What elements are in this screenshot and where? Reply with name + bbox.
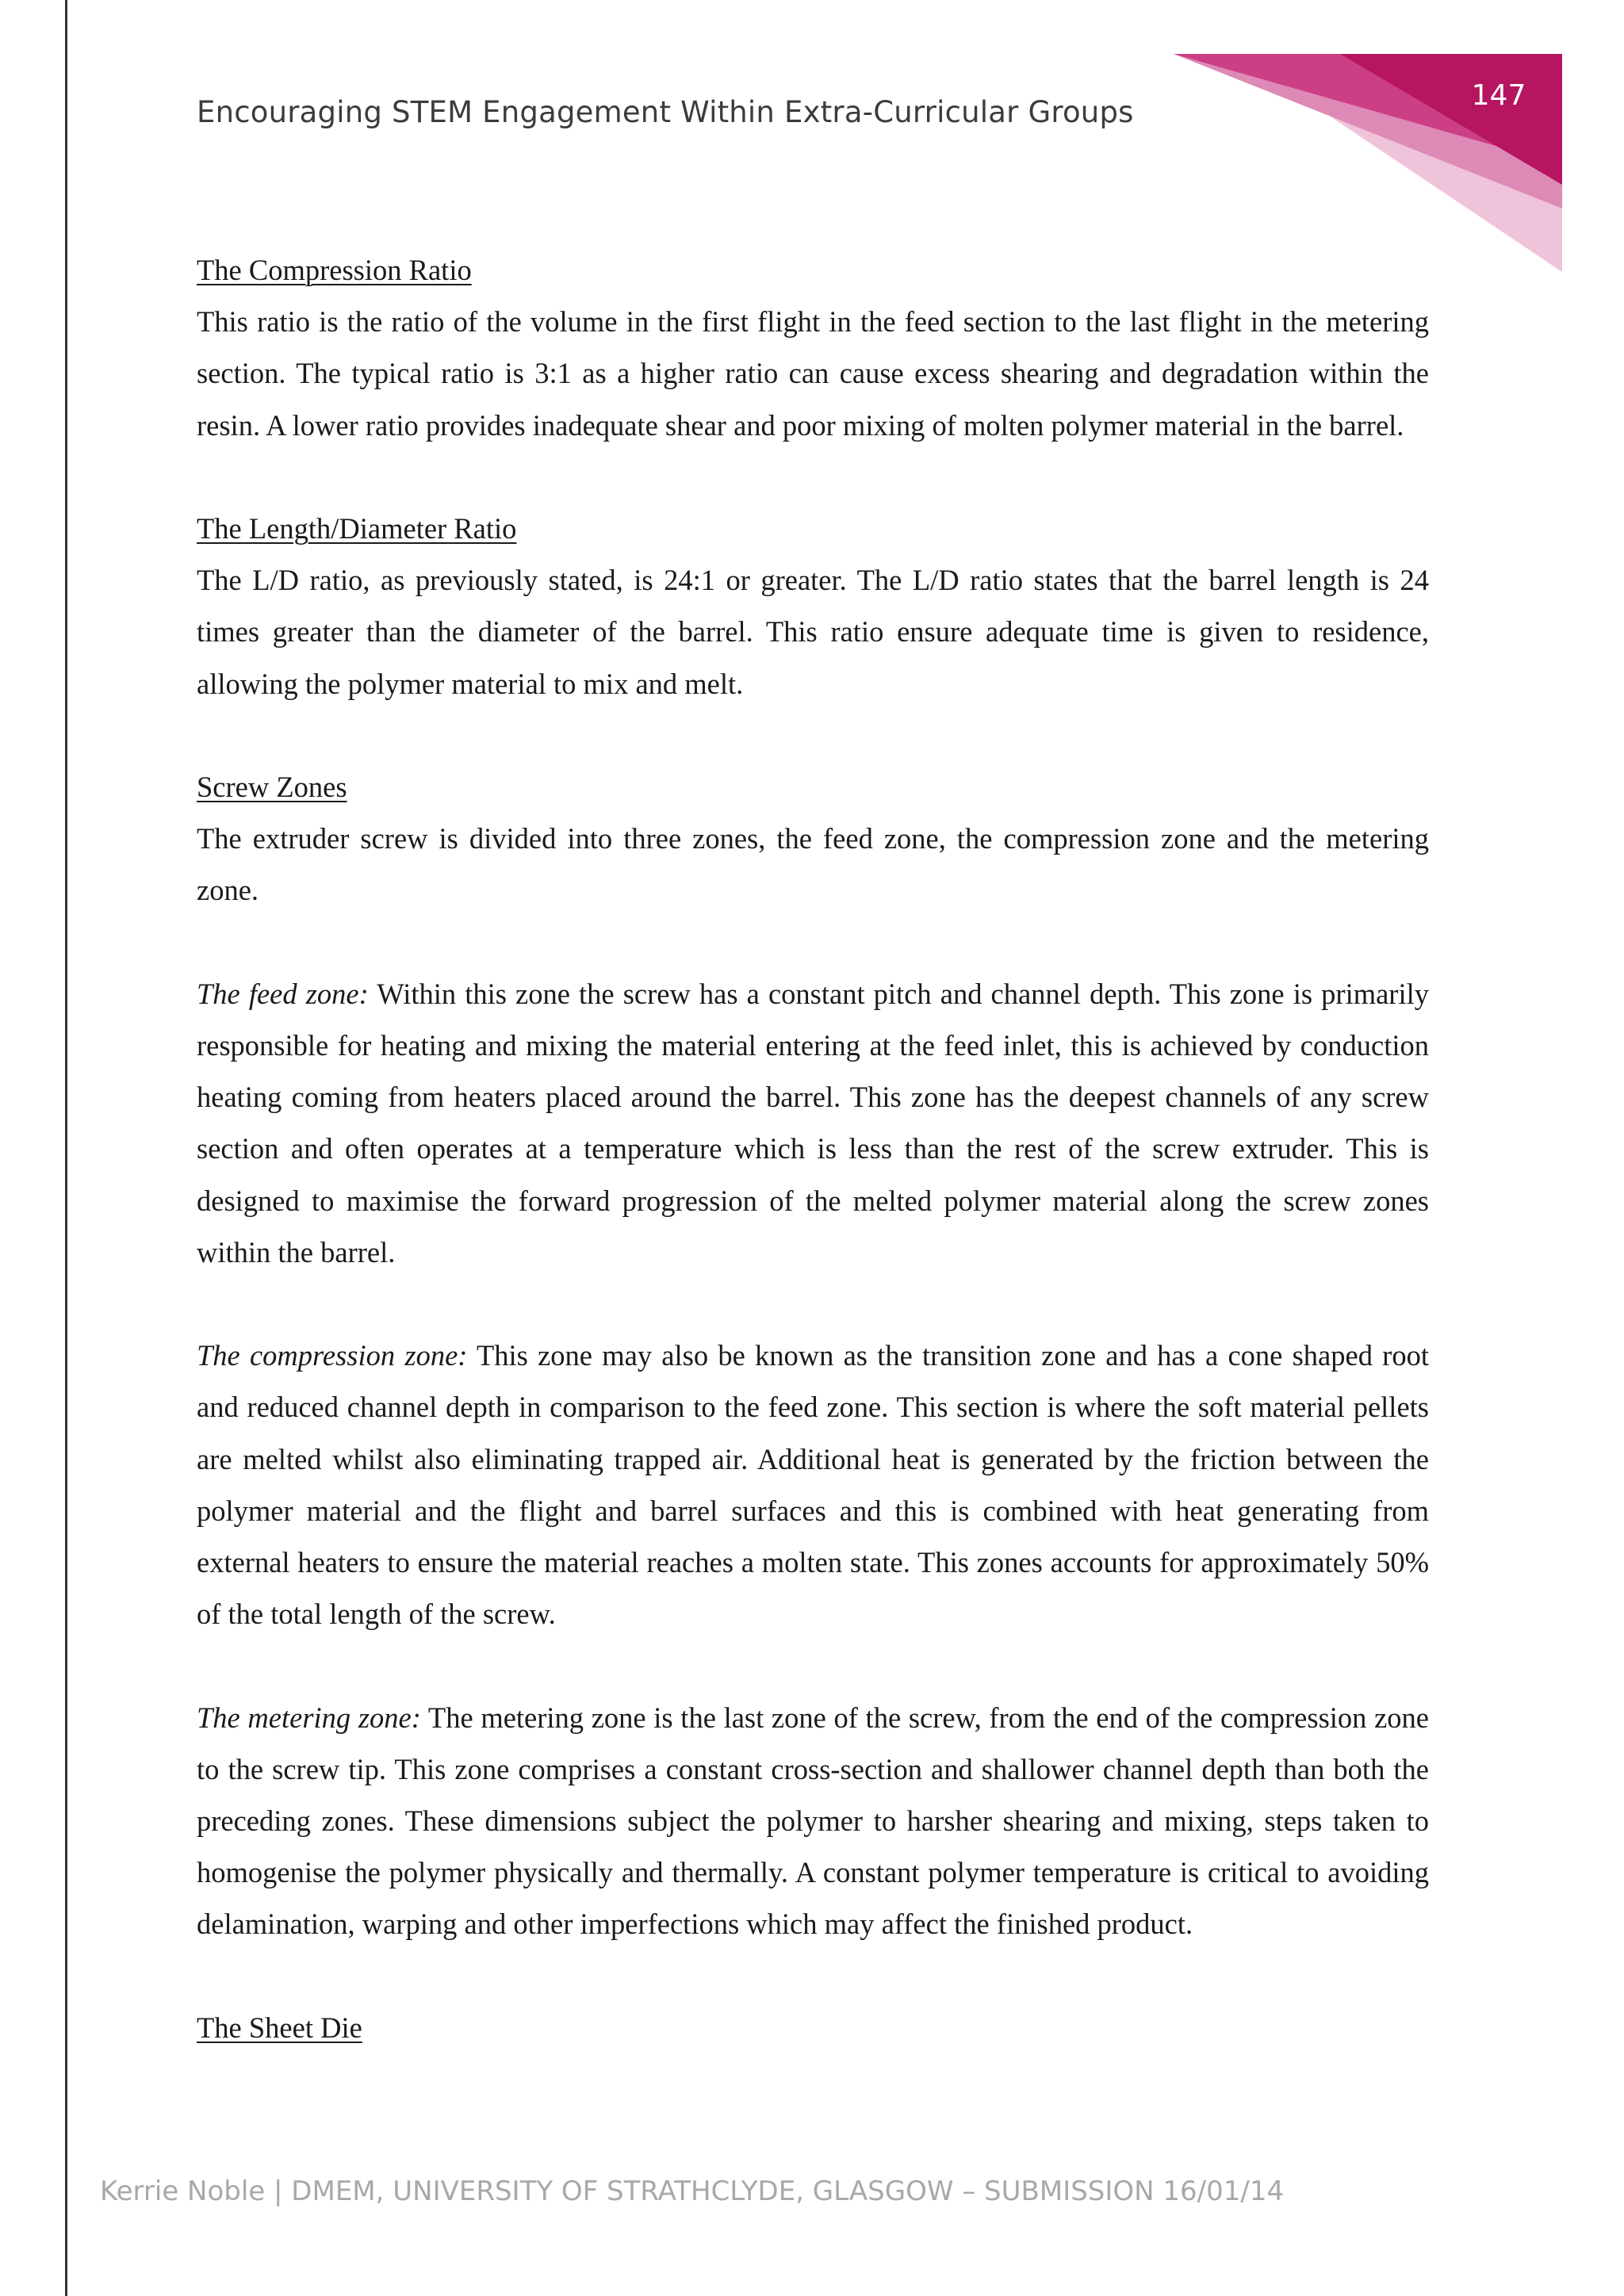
page-number: 147 [1471, 79, 1526, 112]
metering-zone-lead: The metering zone: [197, 1701, 421, 1734]
paragraph-text: This ratio is the ratio of the volume in the first flight in the feed section to the last flight in the metering section. The typical ratio is 3:1 as a higher ratio can cause excess shearing and degradation within the resin. A lower ratio provides inadequate shear and poor mixing of molten polymer material in the barrel. [197, 305, 1429, 442]
left-margin-rule [65, 0, 67, 2296]
section-heading-sheet-die: The Sheet Die [197, 2011, 362, 2044]
body-content [197, 244, 1429, 2053]
section-heading-screw-zones: Screw Zones [197, 771, 347, 803]
feed-zone-lead: The feed zone: [197, 977, 369, 1010]
paragraph-length-diameter-ratio [197, 554, 1429, 710]
running-header-title: Encouraging STEM Engagement Within Extra-Curricular Groups [197, 95, 1134, 129]
paragraph-feed-zone [197, 968, 1429, 1278]
paragraph-screw-zones-intro [197, 813, 1429, 916]
paragraph-compression-zone [197, 1330, 1429, 1640]
paragraph-metering-zone [197, 1692, 1429, 1950]
paragraph-compression-ratio [197, 296, 1429, 451]
paragraph-text: The L/D ratio, as previously stated, is 24:1 or greater. The L/D ratio states that the barrel length is 24 times greater than the diameter of the barrel. This ratio ensure adequate time is given to residence, allowing the polymer material to mix and melt. [197, 564, 1429, 700]
paragraph-text: Within this zone the screw has a constant pitch and channel depth. This zone is primarily responsible for heating and mixing the material entering at the feed inlet, this is achieved by conduction heating coming from heaters placed around the barrel. This zone has the deepest channels of any screw section and often operates at a temperature which is less than the rest of the screw extruder. This is designed to maximise the forward progression of the melted polymer material along the screw zones within the barrel. [197, 977, 1429, 1269]
compression-zone-lead: The compression zone: [197, 1339, 468, 1372]
section-heading-compression-ratio: The Compression Ratio [197, 254, 472, 286]
paragraph-text: This zone may also be known as the transition zone and has a cone shaped root and reduced channel depth in comparison to the feed zone. This section is where the soft material pellets are melted whilst also eliminating trapped air. Additional heat is generated by the friction between the polymer material and the flight and barrel surfaces and this is combined with heat generating from external heaters to ensure the material reaches a molten state. This zones accounts for approximately 50% of the total length of the screw. [197, 1339, 1429, 1631]
paragraph-text: The metering zone is the last zone of the screw, from the end of the compression zone to the screw tip. This zone comprises a constant cross-section and shallower channel depth than both the preceding zones. These dimensions subject the polymer to harsher shearing and mixing, steps taken to homogenise the polymer physically and thermally. A constant polymer temperature is critical to avoiding delamination, warping and other imperfections which may affect the finished product. [197, 1701, 1430, 1941]
page-footer: Kerrie Noble | DMEM, UNIVERSITY OF STRATHCLYDE, GLASGOW – SUBMISSION 16/01/14 [100, 2175, 1285, 2207]
paragraph-text: The extruder screw is divided into three zones, the feed zone, the compression zone and the metering zone. [197, 822, 1429, 907]
section-heading-length-diameter-ratio: The Length/Diameter Ratio [197, 512, 517, 545]
